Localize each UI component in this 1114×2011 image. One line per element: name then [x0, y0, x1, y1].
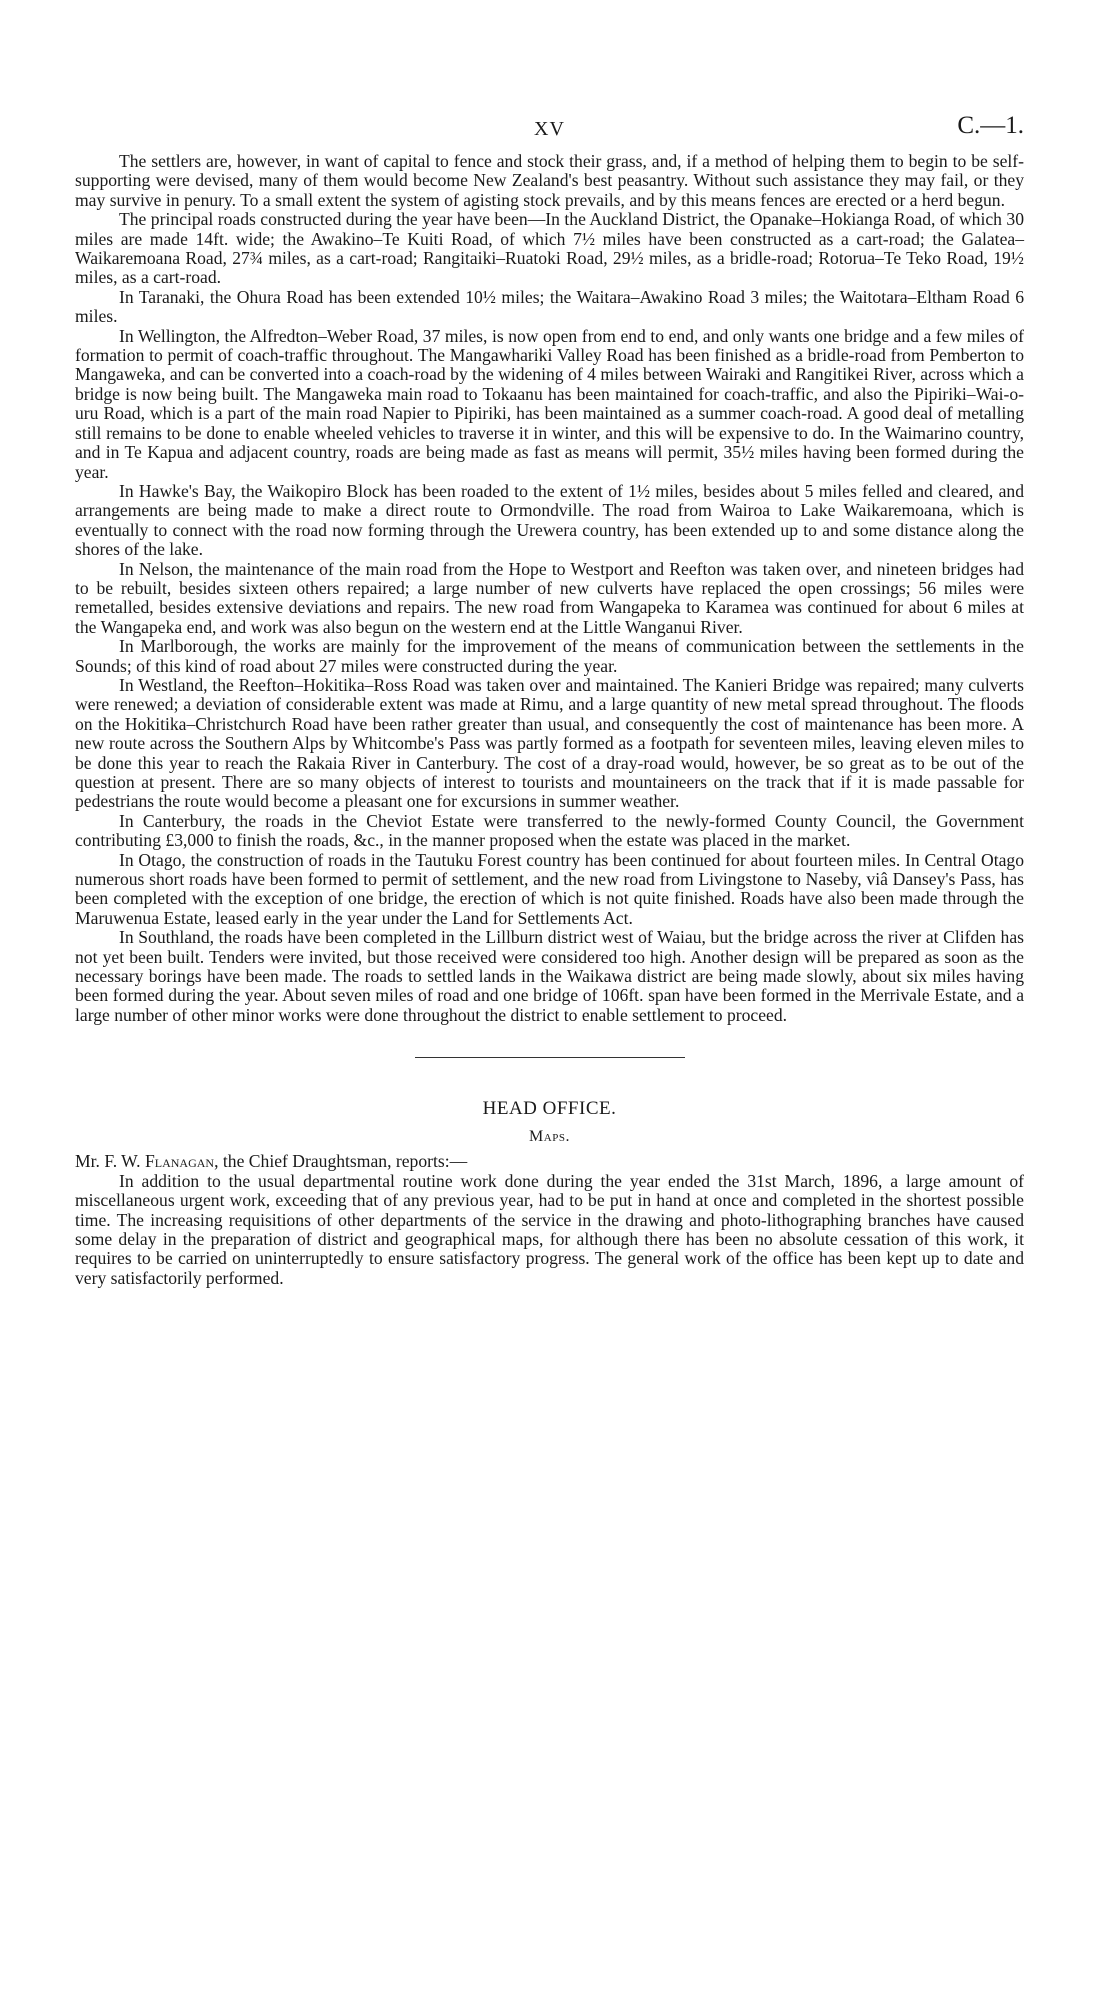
head-office-text: [75, 1172, 1024, 1288]
body-text: [75, 152, 1024, 1025]
reporter-prefix: Mr. F. W.: [75, 1151, 145, 1172]
reporter-suffix: , the Chief Draughtsman, reports:—: [214, 1151, 468, 1172]
paragraph-taranaki: In Taranaki, the Ohura Road has been extended 10½ miles; the Waitara–Awakino Road 3 miles; the Waitotara–Eltham Road 6 miles.: [75, 286, 1024, 327]
paragraph-settlers: The settlers are, however, in want of capital to fence and stock their grass, and, if a method of helping them to begin to be self-supporting were devised, many of them would become New Zealand's best peasantry. Without such assistance they may fail, or they may survive in penury. To a small extent the system of agisting stock prevails, and by this means fences are erected or a herd begun.: [75, 151, 1024, 210]
paragraph-wellington: In Wellington, the Alfredton–Weber Road, 37 miles, is now open from end to end, and only wants one bridge and a few miles of formation to permit of coach-traffic throughout. The Mangawhariki Valley Road has been finished as a bridle-road from Pemberton to Mangaweka, and can be converted into a coach-road by the widening of 4 miles between Wairaki and Rangitikei River, across which a bridge is now being built. The Mangaweka main road to Tokaanu has been maintained for coach-traffic, and also the Pipiriki–Wai-o-uru Road, which is a part of the main road Napier to Pipiriki, has been maintained as a summer coach-road. A good deal of metalling still remains to be done to enable wheeled vehicles to traverse it in winter, and this will be expensive to do. In the Waimarino country, and in Te Kapua and adjacent country, roads are being made as fast as means will permit, 35½ miles having been formed during the year.: [75, 325, 1024, 482]
paragraph-canterbury: In Canterbury, the roads in the Cheviot Estate were transferred to the newly-formed County Council, the Government contributing £3,000 to finish the roads, &c., in the manner proposed when the estate was placed in the market.: [75, 810, 1024, 851]
section-heading: HEAD OFFICE.: [482, 1098, 617, 1120]
paragraph-otago: In Otago, the construction of roads in the Tautuku Forest country has been continued for about fourteen miles. In Central Otago numerous short roads have been formed to permit of settlement, and the new road from Livingstone to Naseby, viâ Dansey's Pass, has been completed with the exception of one bridge, the erection of which is not quite finished. Roads have also been made through the Maruwenua Estate, leased early in the year under the Land for Settlements Act.: [75, 849, 1024, 928]
document-reference: C.—1.: [957, 112, 1024, 139]
paragraph-nelson: In Nelson, the maintenance of the main road from the Hope to Westport and Reefton was taken over, and nineteen bridges had to be rebuilt, besides sixteen others repaired; a large number of new culverts have replaced the open crossings; 56 miles were remetalled, besides extensive deviations and repairs. The new road from Wangapeka to Karamea was continued for about 6 miles at the Wangapeka end, and work was also begun on the western end at the Little Wanganui River.: [75, 558, 1024, 637]
paragraph-auckland: The principal roads constructed during the year have been—In the Auckland District, the Opanake–Hokianga Road, of which 30 miles are made 14ft. wide; the Awakino–Te Kuiti Road, of which 7½ miles have been constructed as a cart-road; the Galatea–Waikaremoana Road, 27¾ miles, as a cart-road; Rangitaiki–Ruatoki Road, 29½ miles, as a bridle-road; Rotorua–Te Teko Road, 19½ miles, as a cart-road.: [75, 209, 1024, 288]
page-header: [75, 112, 1024, 152]
page-number: XV: [534, 118, 565, 140]
paragraph-maps-report: In addition to the usual departmental routine work done during the year ended the 31st March, 1896, a large amount of miscellaneous urgent work, exceeding that of any previous year, had to be put in hand at once and completed in the shortest possible time. The increasing requisitions of other departments of the service in the drawing and photo-lithographing branches have caused some delay in the preparation of district and geographical maps, for although there has been no absolute cessation of this work, it requires to be carried on uninterruptedly to ensure satisfactory progress. The general work of the office has been kept up to date and very satisfactorily performed.: [75, 1170, 1024, 1288]
paragraph-westland: In Westland, the Reefton–Hokitika–Ross Road was taken over and maintained. The Kanieri Bridge was repaired; many culverts were renewed; a deviation of considerable extent was made at Rimu, and a large quantity of new metal spread throughout. The floods on the Hokitika–Christchurch Road have been rather greater than usual, and consequently the cost of maintenance has been more. A new route across the Southern Alps by Whitcombe's Pass was partly formed as a footpath for seventeen miles, leaving eleven miles to be done this year to reach the Rakaia River in Canterbury. The cost of a dray-road would, however, be so great as to be out of the question at present. There are so many objects of interest to tourists and mountaineers on the track that if it is made passable for pedestrians the route would become a pleasant one for excursions in summer weather.: [75, 674, 1024, 812]
subsection-heading: Maps.: [529, 1128, 570, 1146]
reporter-name: Flanagan: [144, 1151, 215, 1172]
paragraph-marlborough: In Marlborough, the works are mainly for the improvement of the means of communication between the settlements in the Sounds; of this kind of road about 27 miles were constructed during the year.: [75, 636, 1024, 676]
paragraph-southland: In Southland, the roads have been completed in the Lillburn district west of Waiau, but the bridge across the river at Clifden has not yet been built. Tenders were invited, but those received were considered too high. Another design will be prepared as soon as the necessary borings have been made. The roads to settled lands in the Waikawa district are being made slowly, about six miles having been formed during the year. About seven miles of road and one bridge of 106ft. span have been formed in the Merrivale Estate, and a large number of other minor works were done throughout the district to enable settlement to proceed.: [75, 927, 1024, 1025]
reporter-line: [75, 1152, 1024, 1171]
paragraph-hawkes-bay: In Hawke's Bay, the Waikopiro Block has been roaded to the extent of 1½ miles, besides about 5 miles felled and cleared, and arrangements are being made to make a direct route to Ormondville. The road from Wairoa to Lake Waikaremoana, which is eventually to connect with the road now forming through the Urewera country, has been extended up to and some distance along the shores of the lake.: [75, 480, 1024, 560]
section-divider: [415, 1057, 685, 1058]
